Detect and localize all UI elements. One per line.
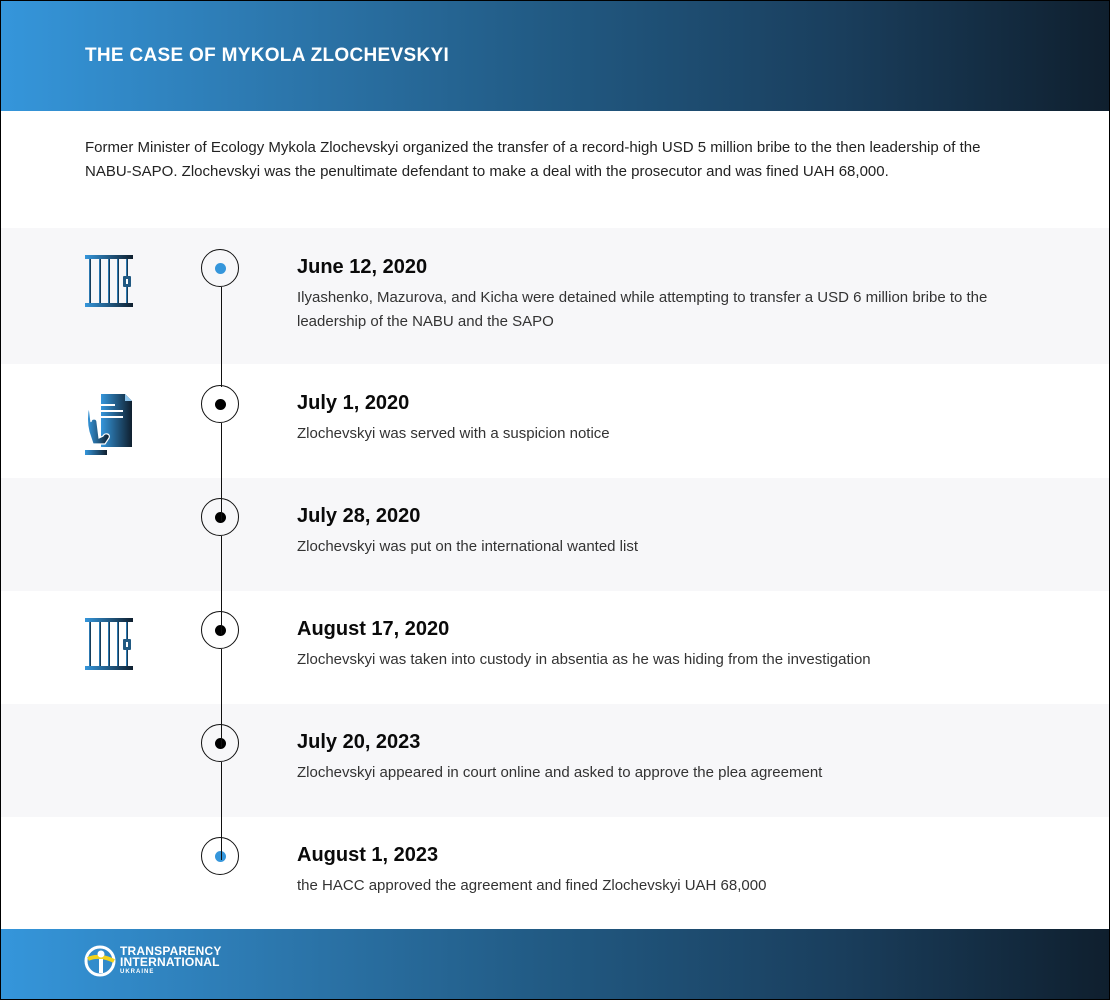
timeline-connector xyxy=(221,536,222,634)
timeline-node xyxy=(201,724,239,762)
timeline-connector xyxy=(221,649,222,747)
timeline-item xyxy=(1,364,1109,478)
prison-bars-icon xyxy=(85,618,133,676)
timeline-dot xyxy=(215,263,226,274)
ti-globe-icon xyxy=(84,945,116,977)
logo-line-1: TRANSPARENCY xyxy=(120,943,222,958)
timeline-item xyxy=(1,591,1109,704)
timeline xyxy=(1,228,1109,929)
event-description: Zlochevskyi was put on the international wanted list xyxy=(297,538,639,555)
page-title: THE CASE OF MYKOLA ZLOCHEVSKYI xyxy=(85,45,450,66)
event-description: Ilyashenko, Mazurova, and Kicha were detained while attempting to transfer a USD 6 million bribe to the leadership of the NABU and the SAPO xyxy=(297,289,988,330)
timeline-item xyxy=(1,228,1109,364)
event-description: Zlochevskyi was taken into custody in absentia as he was hiding from the investigation xyxy=(297,651,871,668)
timeline-node xyxy=(201,498,239,536)
timeline-item xyxy=(1,817,1109,929)
transparency-international-logo[interactable] xyxy=(84,945,222,977)
event-date: August 17, 2020 xyxy=(297,618,450,640)
event-date: June 12, 2020 xyxy=(297,256,428,278)
timeline-connector xyxy=(221,287,222,387)
timeline-dot xyxy=(215,399,226,410)
logo-line-2: INTERNATIONAL xyxy=(120,954,220,969)
timeline-item xyxy=(1,704,1109,817)
logo-line-3: UKRAINE xyxy=(120,968,155,975)
timeline-connector xyxy=(221,423,222,521)
event-description: Zlochevskyi was served with a suspicion notice xyxy=(297,425,610,442)
timeline-connector xyxy=(221,762,222,860)
timeline-node xyxy=(201,249,239,287)
timeline-dot xyxy=(215,851,226,862)
event-date: July 28, 2020 xyxy=(297,505,421,527)
timeline-dot xyxy=(215,512,226,523)
timeline-item xyxy=(1,478,1109,591)
event-date: July 1, 2020 xyxy=(297,392,410,414)
timeline-node xyxy=(201,837,239,875)
timeline-node xyxy=(201,385,239,423)
event-date: August 1, 2023 xyxy=(297,844,439,866)
intro-paragraph: Former Minister of Ecology Mykola Zlochevskyi organized the transfer of a record-high USD 5 million bribe to the then leadership of the NABU-SAPO. Zlochevskyi was the penultimate defendant to make a deal with the prosecutor and was fined UAH 68,000. xyxy=(85,139,981,180)
header-banner xyxy=(1,1,1109,111)
footer-banner xyxy=(1,929,1109,999)
event-description: Zlochevskyi appeared in court online and asked to approve the plea agreement xyxy=(297,764,823,781)
event-description: the HACC approved the agreement and fined Zlochevskyi UAH 68,000 xyxy=(297,877,767,894)
event-date: July 20, 2023 xyxy=(297,731,421,753)
hand-document-icon xyxy=(85,392,133,465)
timeline-dot xyxy=(215,625,226,636)
prison-bars-icon xyxy=(85,255,133,313)
timeline-node xyxy=(201,611,239,649)
timeline-dot xyxy=(215,738,226,749)
